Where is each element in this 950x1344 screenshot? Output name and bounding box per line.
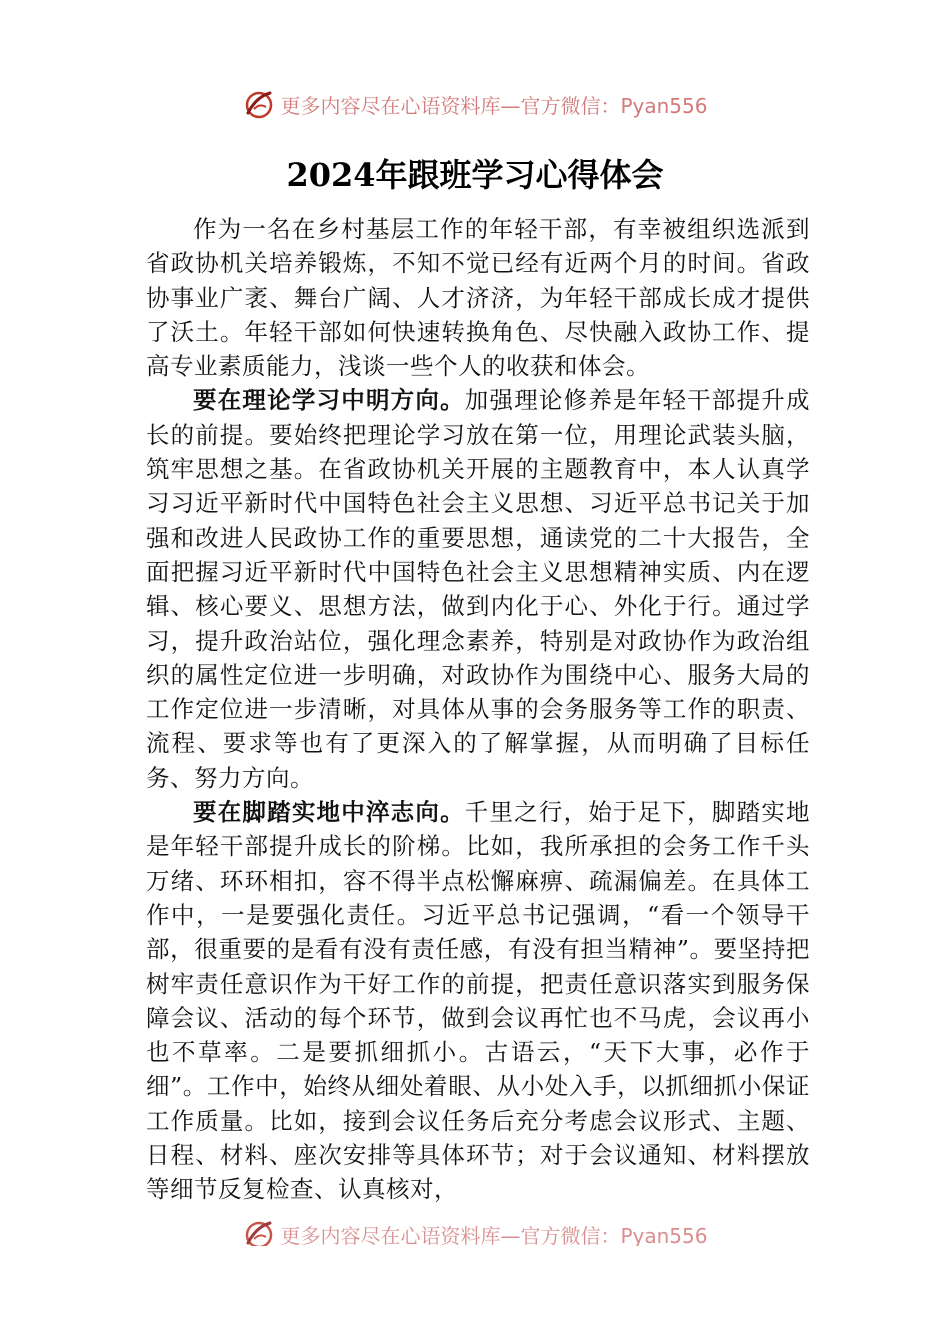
calligraphy-brush-logo-icon bbox=[242, 1217, 276, 1246]
watermark-text: 更多内容尽在心语资料库—官方微信：Pyan556 bbox=[280, 93, 708, 118]
paragraph-lead: 要在脚踏实地中淬志向。 bbox=[193, 798, 465, 827]
document-title: 2024年跟班学习心得体会 bbox=[286, 156, 664, 194]
watermark-footer bbox=[0, 1206, 950, 1246]
paragraph-text: 千里之行，始于足下，脚踏实地是年轻干部提升成长的阶梯。比如，我所承担的会务工作千头万绪、环环相扣，容不得半点松懈麻痹、疏漏偏差。在具体工作中，一是要强化责任。习近平总书记强调，“看一个领导干部，很重要的是看有没有责任感，有没有担当精神”。要坚持把树牢责任意识作为干好工作的前提，把责任意识落实到服务保障会议、活动的每个环节，做到会议再忙也不马虎，会议再小也不草率。二是要抓细抓小。古语云，“天下大事，必作于细”。工作中，始终从细处着眼、从小处入手，以抓细抓小保证工作质量。比如，接到会议任务后充分考虑会议形式、主题、日程、材料、座次安排等具体环节；对于会议通知、材料摆放等细节反复检查、认真核对， bbox=[146, 798, 811, 1204]
paragraph-intro bbox=[146, 212, 810, 383]
document-body bbox=[146, 212, 810, 1207]
calligraphy-brush-logo-icon bbox=[242, 87, 276, 121]
paragraph-text: 作为一名在乡村基层工作的年轻干部，有幸被组织选派到省政协机关培养锻炼，不知不觉已经有近两个月的时间。省政协事业广袤、舞台广阔、人才济济，为年轻干部成长成才提供了沃土。年轻干部如何快速转换角色、尽快融入政协工作、提高专业素质能力，浅谈一些个人的收获和体会。 bbox=[146, 215, 810, 381]
watermark-header bbox=[0, 84, 950, 124]
watermark-text: 更多内容尽在心语资料库—官方微信：Pyan556 bbox=[280, 1223, 708, 1246]
paragraph-theory-study bbox=[146, 383, 810, 795]
paragraph-lead: 要在理论学习中明方向。 bbox=[193, 386, 465, 415]
paragraph-practice bbox=[146, 795, 810, 1207]
paragraph-text: 加强理论修养是年轻干部提升成长的前提。要始终把理论学习放在第一位，用理论武装头脑，筑牢思想之基。在省政协机关开展的主题教育中，本人认真学习习近平新时代中国特色社会主义思想、习近平总书记关于加强和改进人民政协工作的重要思想，通读党的二十大报告，全面把握习近平新时代中国特色社会主义思想精神实质、内在逻辑、核心要义、思想方法，做到内化于心、外化于行。通过学习，提升政治站位，强化理念素养，特别是对政协作为政治组织的属性定位进一步明确，对政协作为围绕中心、服务大局的工作定位进一步清晰，对具体从事的会务服务等工作的职责、流程、要求等也有了更深入的了解掌握，从而明确了目标任务、努力方向。 bbox=[146, 386, 811, 792]
